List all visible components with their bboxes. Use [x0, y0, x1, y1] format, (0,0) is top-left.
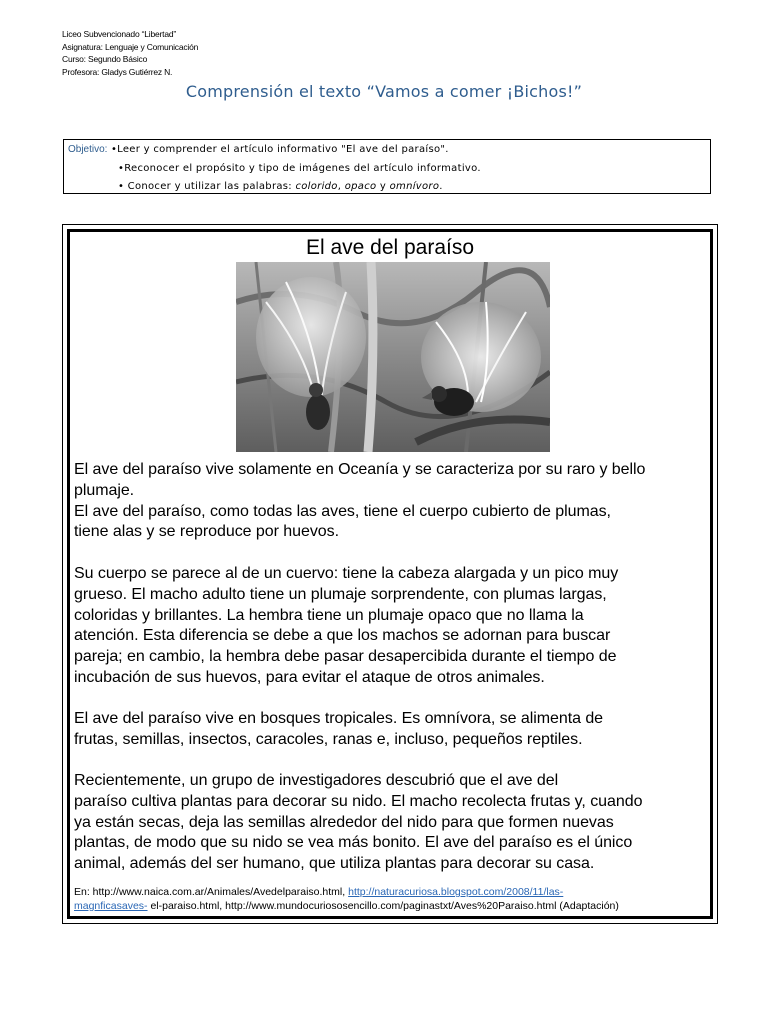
connector-1: , [337, 181, 345, 192]
article-title: El ave del paraíso [305, 236, 475, 259]
objective-item-1: •Leer y comprender el artículo informativo "El ave del paraíso". [110, 144, 449, 155]
paragraph-line: plumaje. [74, 481, 135, 499]
paragraph-line: ya están secas, deja las semillas alrededor del nido para que formen nuevas [74, 813, 614, 831]
header-subject: Asignatura: Lenguaje y Comunicación [62, 41, 199, 52]
header-teacher: Profesora: Gladys Gutiérrez N. [62, 66, 173, 77]
source-suffix: el-paraiso.html, http://www.mundocuriososencillo.com/paginastxt/Aves%20Paraiso.html (Adaptación) [147, 900, 619, 912]
source-link-continued[interactable]: magnficasaves- [74, 900, 148, 912]
objective-item-2: •Reconocer el propósito y tipo de imágenes del artículo informativo. [118, 163, 481, 174]
source-citation [74, 885, 714, 913]
birds-of-paradise-photo [236, 262, 550, 452]
paragraph-1 [74, 460, 714, 543]
article-box [62, 224, 718, 924]
source-prefix: En: http://www.naica.com.ar/Animales/Avedelparaiso.html, [74, 886, 349, 898]
header-course: Curso: Segundo Básico [62, 54, 148, 64]
connector-2: y [376, 181, 390, 192]
objective-item-3: • Conocer y utilizar las palabras: [118, 181, 296, 192]
paragraph-line: El ave del paraíso, como todas las aves, tiene el cuerpo cubierto de plumas, [74, 502, 611, 520]
paragraph-2 [74, 564, 714, 689]
source-link[interactable]: http://naturacuriosa.blogspot.com/2008/11/las- [348, 886, 564, 898]
paragraph-line: Recientemente, un grupo de investigadores descubrió que el ave del [74, 772, 559, 789]
paragraph-line: coloridas y brillantes. La hembra tiene un plumaje opaco que no llama la [74, 606, 584, 624]
paragraph-line: atención. Esta diferencia se debe a que los machos se adornan para buscar [74, 627, 611, 645]
word-colorido: colorido [295, 181, 338, 192]
word-omnivoro: omnívoro [389, 181, 440, 192]
paragraph-line: paraíso cultiva plantas para decorar su nido. El macho recolecta frutas y, cuando [74, 792, 643, 810]
paragraph-line: El ave del paraíso vive en bosques tropicales. Es omnívora, se alimenta de [74, 710, 604, 727]
paragraph-line: incubación de sus huevos, para evitar el ataque de otros animales. [74, 668, 545, 686]
page-title: Comprensión el texto “Vamos a comer ¡Bichos!” [185, 82, 583, 101]
paragraph-line: Su cuerpo se parece al de un cuervo: tiene la cabeza alargada y un pico muy [74, 565, 619, 582]
paragraph-3 [74, 709, 714, 751]
paragraph-line: grueso. El macho adulto tiene un plumaje sorprendente, con plumas largas, [74, 585, 607, 603]
article-frame [67, 229, 713, 919]
paragraph-line: tiene alas y se reproduce por huevos. [74, 523, 339, 541]
school-header [62, 28, 198, 78]
paragraph-line: El ave del paraíso vive solamente en Oceanía y se caracteriza por su raro y bello [74, 461, 646, 478]
paragraph-line: animal, además del ser humano, que utiliza plantas para decorar su casa. [74, 855, 595, 873]
objective-line-1 [68, 144, 449, 155]
paragraph-line: plantas, de modo que su nido se vea más bonito. El ave del paraíso es el único [74, 834, 633, 852]
header-school: Liceo Subvencionado “Libertad” [62, 29, 177, 39]
objective-label: Objetivo: [68, 144, 108, 155]
connector-3: . [439, 181, 443, 192]
paragraph-line: frutas, semillas, insectos, caracoles, ranas e, incluso, pequeños reptiles. [74, 730, 583, 748]
word-opaco: opaco [344, 181, 377, 192]
paragraph-line: pareja; en cambio, la hembra debe pasar desapercibida durante el tiempo de [74, 648, 617, 666]
objective-line-3 [118, 181, 443, 192]
objective-box [63, 139, 711, 194]
paragraph-4 [74, 771, 714, 875]
